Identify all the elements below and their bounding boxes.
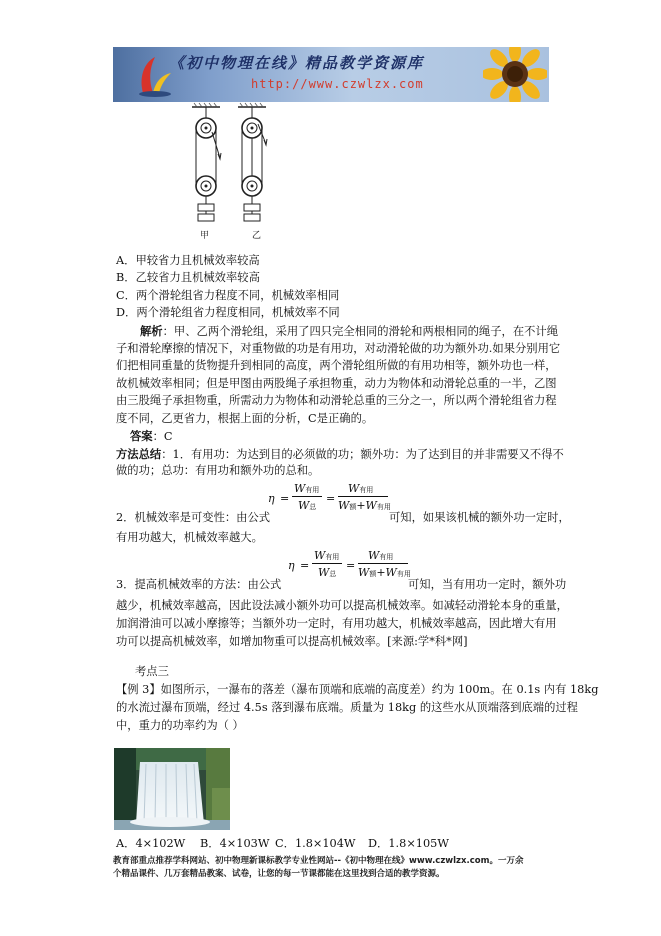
analysis-label: 解析 <box>140 324 163 338</box>
example3-line-3: 中，重力的功率约为（ ） <box>116 719 244 732</box>
option2-c: C．1.8×104W <box>275 837 356 850</box>
analysis-line-2: 子和滑轮摩擦的情况下，对重物做的功是有用功，对动滑轮做的功为额外功.如果分别用它 <box>116 342 561 355</box>
analysis-line-1: 解析：甲、乙两个滑轮组，采用了四只完全相同的滑轮和两根相同的绳子，在不计绳 <box>140 324 559 338</box>
header-banner <box>113 47 549 102</box>
analysis-line-4: 故机械效率相同；但是甲图由两股绳子承担物重，动力为物体和动滑轮总重的一半，乙图 <box>116 377 557 390</box>
pulley-system-jia <box>192 103 221 221</box>
footer-note <box>113 855 563 881</box>
section-heading-kaodian-3: 考点三 <box>135 665 169 678</box>
banner-url: http://www.czwlzx.com <box>251 77 424 91</box>
method-line-8: 功可以提高机械效率，如增加物重可以提高机械效率。[来源:学*科*网] <box>116 635 468 648</box>
sunflower-icon <box>483 47 547 102</box>
answer-value: ：C <box>152 430 173 443</box>
waterfall-photo <box>114 748 230 830</box>
method-line-5a: 3．提高机械效率的方法：由公式 <box>116 578 282 591</box>
method-line-3b: 可知，如果该机械的额外功一定时， <box>389 511 570 524</box>
example3-line-2: 的水流过瀑布顶端，经过 4.5s 落到瀑布底端。质量为 18kg 的这些水从顶端落到底端的过程 <box>116 701 578 714</box>
efficiency-formula-2: η = W有用 W总 = W有用 W额+W有用 <box>288 549 411 579</box>
method-line-1: 方法总结：1．有用功：为达到目的必须做的功；额外功：为了达到目的并非需要又不得不 <box>116 447 564 461</box>
pulley-system-yi <box>238 103 267 221</box>
option-b: B．乙较省力且机械效率较高 <box>116 271 260 284</box>
method-line-3a: 2．机械效率是可变性：由公式 <box>116 511 271 524</box>
method-line-5b: 可知，当有用功一定时，额外功 <box>408 578 567 591</box>
option-c: C．两个滑轮组省力程度不同，机械效率相同 <box>116 289 340 302</box>
pulley-label-yi: 乙 <box>252 231 262 241</box>
option-a: A．甲较省力且机械效率较高 <box>116 254 260 267</box>
method-line-2: 做的功；总功：有用功和额外功的总和。 <box>116 464 320 477</box>
analysis-line-3: 们把相同重量的货物提升到相同的高度，两个滑轮组所做的有用功相等，额外功也一样， <box>116 359 557 372</box>
method-line-7: 加润滑油可以减小摩擦等；当额外功一定时，有用功越大，机械效率越高，因此增大有用 <box>116 617 557 630</box>
analysis-line-5: 由三股绳子承担物重，所需动力为物体和动滑轮总重的三分之一，所以两个滑轮组省力程 <box>116 394 557 407</box>
efficiency-formula-1: η = W有用 W总 = W有用 W额+W有用 <box>268 482 391 512</box>
method-line-6: 越少，机械效率越高，因此设法减小额外功可以提高机械效率。如减轻动滑轮本身的重量， <box>116 599 568 612</box>
footer-line-1: 教育部重点推荐学科网站、初中物理新课标教学专业性网站--《初中物理在线》www.czwlzx.com。一万余 <box>113 856 524 866</box>
example3-line-1: 【例 3】如图所示，一瀑布的落差（瀑布顶端和底端的高度差）约为 100m。在 0.1s 内有 18kg <box>116 683 599 696</box>
analysis-line-6: 度不同，乙更省力，根据上面的分析，C是正确的。 <box>116 412 374 425</box>
method-label: 方法总结 <box>116 447 162 461</box>
option2-a: A．4×102W <box>116 837 186 850</box>
banner-title: 《初中物理在线》精品教学资源库 <box>169 54 425 72</box>
footer-line-2: 个精品课件、几万套精品教案、试卷，让您的每一节课都能在这里找到合适的教学资源。 <box>113 869 445 879</box>
option2-d: D．1.8×105W <box>368 837 449 850</box>
answer-label: 答案 <box>130 429 153 443</box>
option-d: D．两个滑轮组省力程度相同，机械效率不同 <box>116 306 340 319</box>
pulley-diagram <box>190 102 270 244</box>
option2-b: B．4×103W <box>200 837 270 850</box>
method-line-4: 有用功越大，机械效率越大。 <box>116 531 263 544</box>
pulley-label-jia: 甲 <box>200 231 210 241</box>
answer-line <box>130 428 173 445</box>
